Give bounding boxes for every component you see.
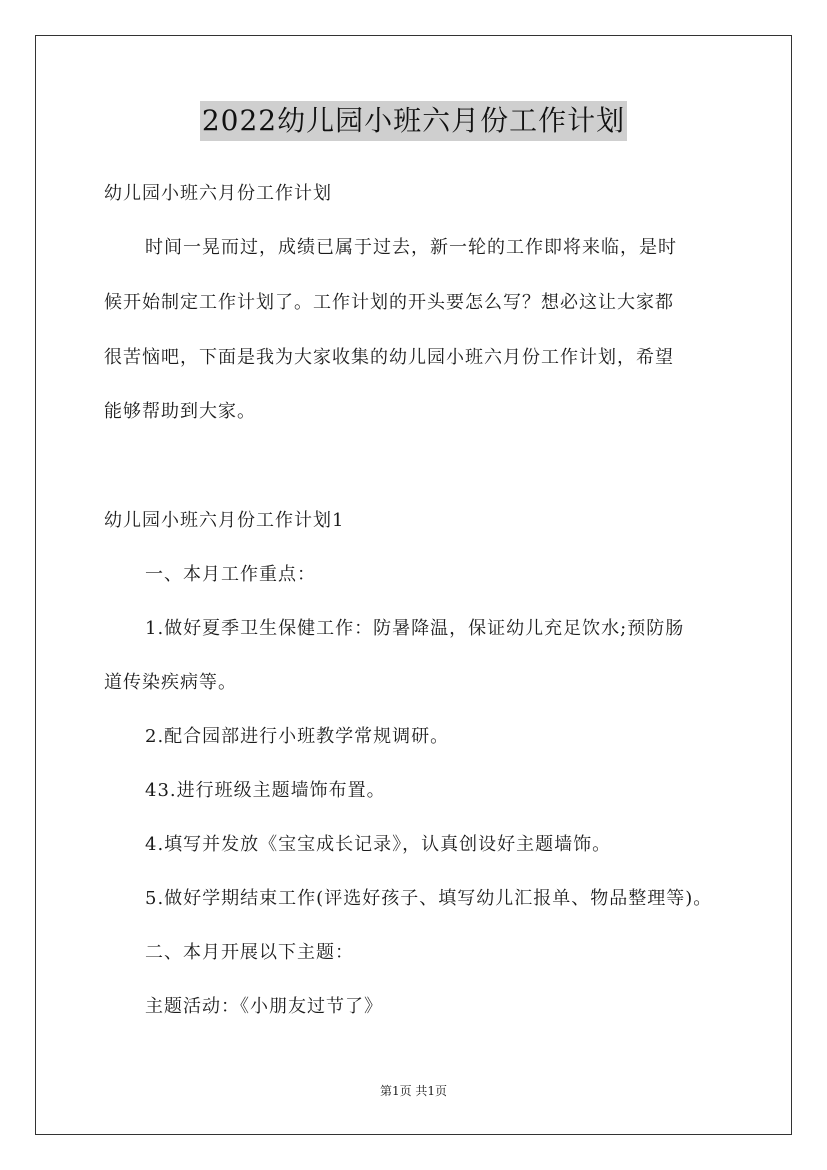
title-wrap: [0, 101, 827, 141]
item-5: 5.做好学期结束工作(评选好孩子、填写幼儿汇报单、物品整理等)。: [145, 888, 713, 909]
intro-line-2: 候开始制定工作计划了。工作计划的开头要怎么写？想必这让大家都: [104, 292, 674, 313]
item-2: 2.配合园部进行小班教学常规调研。: [145, 726, 450, 747]
document-subtitle: 幼儿园小班六月份工作计划: [104, 183, 332, 204]
item-4: 4.填写并发放《宝宝成长记录》，认真创设好主题墙饰。: [145, 834, 612, 855]
themes-heading: 二、本月开展以下主题：: [145, 942, 354, 963]
section-heading: 幼儿园小班六月份工作计划1: [104, 510, 345, 531]
item-1-line-1: 1.做好夏季卫生保健工作：防暑降温，保证幼儿充足饮水;预防肠: [145, 618, 685, 639]
page-footer: 第1页 共1页: [379, 1084, 448, 1098]
item-1-line-2: 道传染疾病等。: [104, 672, 237, 693]
intro-line-3: 很苦恼吧，下面是我为大家收集的幼儿园小班六月份工作计划，希望: [104, 347, 674, 368]
theme-activity: 主题活动：《小朋友过节了》: [145, 996, 383, 1017]
intro-line-1: 时间一晃而过，成绩已属于过去，新一轮的工作即将来临，是时: [145, 237, 677, 258]
item-3: 43.进行班级主题墙饰布置。: [145, 780, 386, 801]
intro-line-4: 能够帮助到大家。: [104, 401, 256, 422]
document-title: 2022幼儿园小班六月份工作计划: [200, 101, 627, 141]
focus-heading: 一、本月工作重点：: [145, 564, 316, 585]
